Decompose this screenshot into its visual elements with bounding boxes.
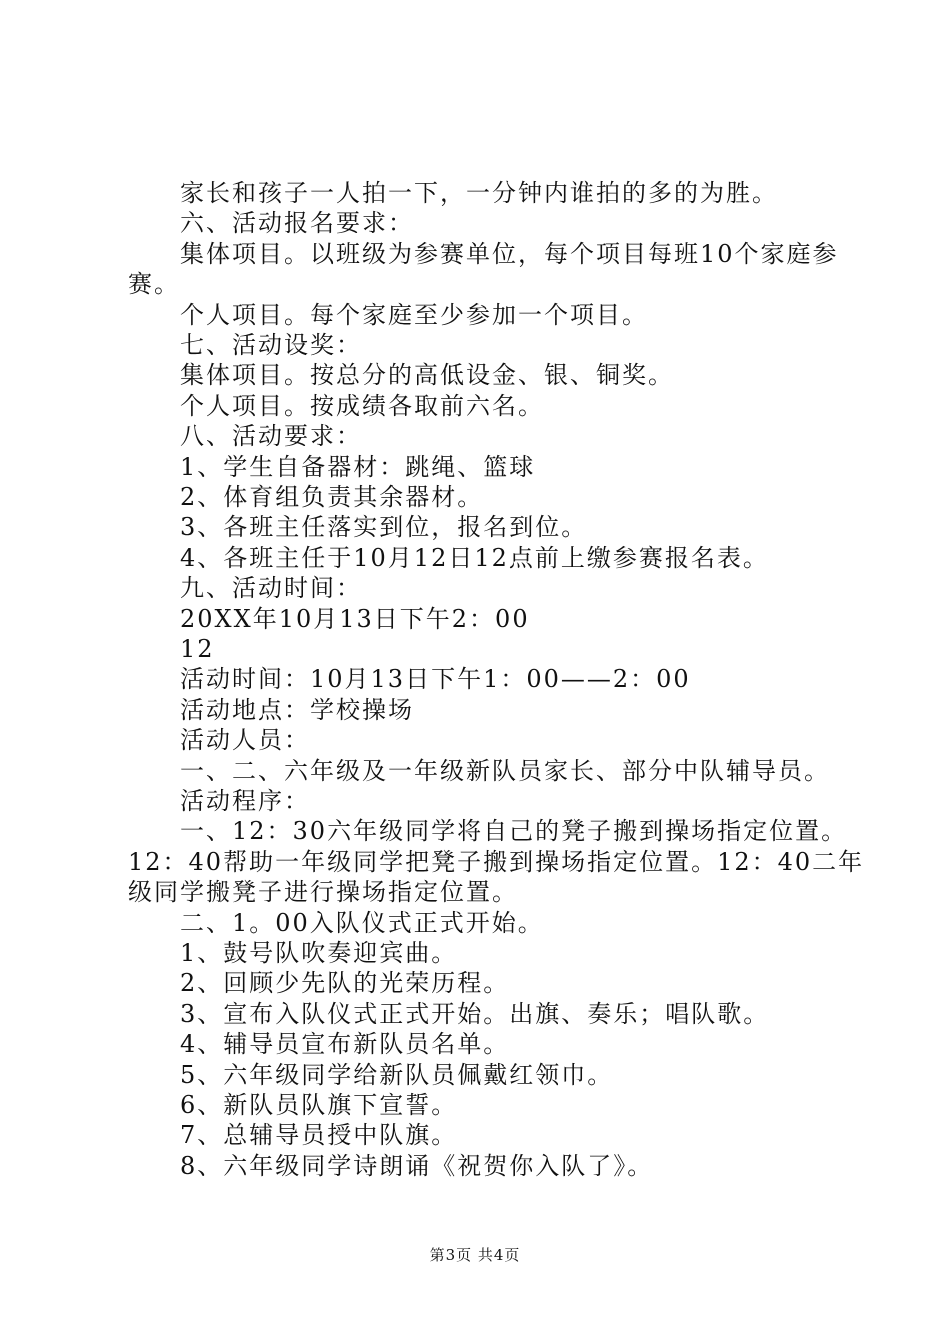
- list-item-ceremony-1: 1、鼓号队吹奏迎宾曲。: [180, 939, 458, 967]
- body-line-activity-procedure: 活动程序：: [180, 787, 310, 815]
- body-line-individual-awards: 个人项目。按成绩各取前六名。: [180, 392, 544, 420]
- section-heading-awards: 七、活动设奖：: [180, 331, 362, 359]
- list-item-requirement-4: 4、各班主任于10月12日12点前上缴参赛报名表。: [180, 544, 769, 572]
- section-heading-time: 九、活动时间：: [180, 574, 362, 602]
- list-item-ceremony-2: 2、回顾少先队的光荣历程。: [180, 969, 510, 997]
- list-item-ceremony-3: 3、宣布入队仪式正式开始。出旗、奏乐；唱队歌。: [180, 1000, 770, 1028]
- body-line-group-awards: 集体项目。按总分的高低设金、银、铜奖。: [180, 361, 674, 389]
- body-line-procedure-2: 二、1。00入队仪式正式开始。: [180, 909, 544, 937]
- body-line-activity-time: 活动时间：10月13日下午1：00——2：00: [180, 665, 691, 693]
- body-line-individual-registration: 个人项目。每个家庭至少参加一个项目。: [180, 301, 648, 329]
- section-heading-requirements: 八、活动要求：: [180, 422, 362, 450]
- body-line-1: 家长和孩子一人拍一下，一分钟内谁拍的多的为胜。: [180, 179, 778, 207]
- section-heading-registration: 六、活动报名要求：: [180, 209, 414, 237]
- list-item-requirement-1: 1、学生自备器材：跳绳、篮球: [180, 453, 536, 481]
- body-line-number: 12: [180, 635, 215, 663]
- list-item-ceremony-5: 5、六年级同学给新队员佩戴红领巾。: [180, 1061, 614, 1089]
- body-line-group-registration-cont: 赛。: [128, 270, 180, 298]
- body-line-procedure-1-cont: 12：40帮助一年级同学把凳子搬到操场指定位置。12：40二年: [128, 848, 865, 876]
- body-line-group-registration: 集体项目。以班级为参赛单位，每个项目每班10个家庭参: [180, 240, 839, 268]
- list-item-requirement-2: 2、体育组负责其余器材。: [180, 483, 484, 511]
- body-line-procedure-1: 一、12：30六年级同学将自己的凳子搬到操场指定位置。: [180, 817, 848, 845]
- list-item-ceremony-4: 4、辅导员宣布新队员名单。: [180, 1030, 510, 1058]
- body-line-activity-participants: 活动人员：: [180, 726, 310, 754]
- body-line-date: 20XX年10月13日下午2：00: [180, 605, 530, 633]
- list-item-requirement-3: 3、各班主任落实到位，报名到位。: [180, 513, 588, 541]
- body-line-participants-detail: 一、二、六年级及一年级新队员家长、部分中队辅导员。: [180, 757, 830, 785]
- list-item-ceremony-6: 6、新队员队旗下宣誓。: [180, 1091, 458, 1119]
- body-line-activity-location: 活动地点：学校操场: [180, 696, 414, 724]
- page-footer: 第3页 共4页: [429, 1246, 521, 1264]
- list-item-ceremony-7: 7、总辅导员授中队旗。: [180, 1121, 458, 1149]
- body-line-procedure-1-cont-2: 级同学搬凳子进行操场指定位置。: [128, 878, 518, 906]
- list-item-ceremony-8: 8、六年级同学诗朗诵《祝贺你入队了》。: [180, 1152, 654, 1180]
